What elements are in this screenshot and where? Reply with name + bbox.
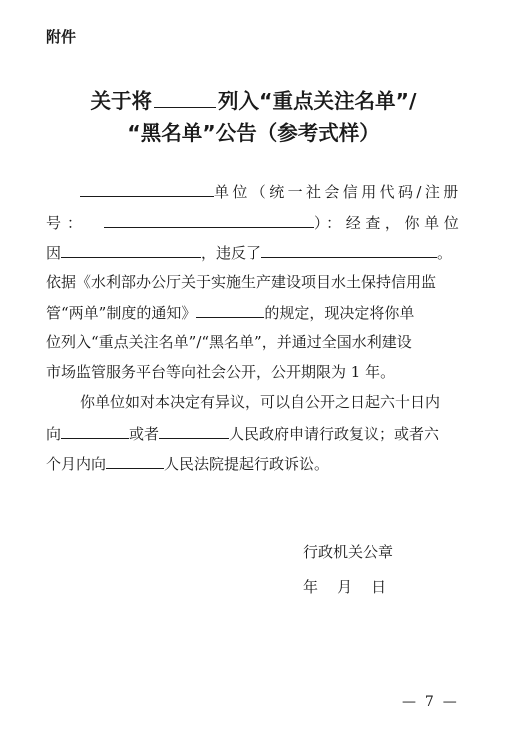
body-text: 个月内向: [46, 455, 107, 473]
body-text: 或者: [129, 425, 160, 443]
title-suffix: 列入“重点关注名单”/: [218, 89, 417, 113]
attachment-label: 附件: [46, 28, 77, 46]
body-line-10: [46, 453, 329, 474]
body-text: 向: [46, 425, 62, 443]
body-text: 号：: [46, 214, 89, 232]
body-text: 。: [437, 244, 453, 262]
document-number-blank: [196, 302, 264, 318]
violation-reason-blank: [61, 242, 201, 258]
body-text: 的规定，现决定将你单: [264, 304, 415, 322]
body-text: 单位（统一社会信用代码/注册: [214, 183, 462, 201]
body-text: ，违反了: [201, 244, 262, 262]
body-text: 人民法院提起行政诉讼。: [164, 455, 330, 473]
body-line-3: [46, 242, 452, 263]
body-line-1: [80, 181, 462, 202]
body-text: 因: [46, 244, 62, 262]
date-line: 年 月 日: [303, 578, 387, 596]
body-line-6: 位列入“重点关注名单”/“黑名单”，并通过全国水利建设: [46, 333, 412, 351]
body-line-9: [46, 423, 439, 444]
body-line-4: 依据《水利部办公厅关于实施生产建设项目水土保持信用监: [46, 273, 437, 291]
title-line-2: “黑名单”公告（参考式样）: [127, 121, 380, 145]
body-text: ）：经查，你单位: [314, 214, 464, 232]
body-line-2: [46, 212, 463, 233]
body-text: 管“两单”制度的通知》: [46, 304, 197, 322]
authority-blank-1: [61, 423, 129, 439]
body-text: 人民政府申请行政复议；或者六: [229, 425, 440, 443]
title-line-1: [0, 84, 507, 114]
registration-number-blank: [104, 212, 314, 228]
court-blank: [106, 453, 164, 469]
body-line-8: 你单位如对本决定有异议，可以自公开之日起六十日内: [80, 393, 441, 411]
authority-blank-2: [159, 423, 229, 439]
regulation-blank: [261, 242, 437, 258]
official-seal-label: 行政机关公章: [303, 543, 394, 561]
body-line-7: 市场监管服务平台等向社会公开，公开期限为 1 年。: [46, 363, 396, 381]
page-number: — 7 —: [402, 694, 457, 710]
title-prefix: 关于将: [90, 89, 153, 113]
unit-name-blank: [80, 181, 214, 197]
title-blank: [154, 89, 216, 108]
body-line-5: [46, 302, 414, 323]
